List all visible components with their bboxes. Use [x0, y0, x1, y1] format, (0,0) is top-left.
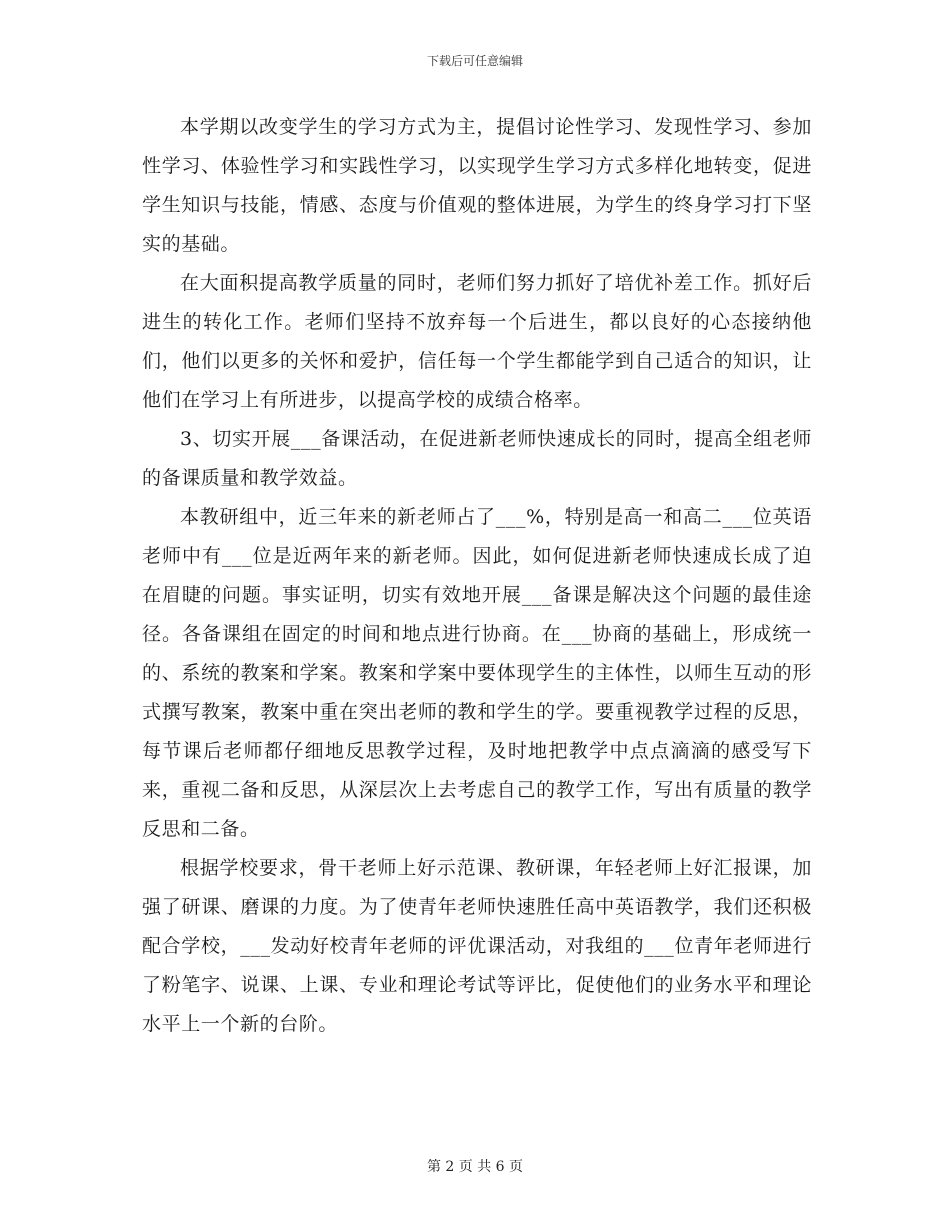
- paragraph: 本学期以改变学生的学习方式为主，提倡讨论性学习、发现性学习、参加性学习、体验性学习和实践性学习，以实现学生学习方式多样化地转变，促进学生知识与技能，情感、态度与价值观的整体进展，为学生的终身学习打下坚实的基础。: [142, 116, 812, 255]
- paragraph: 根据学校要求，骨干老师上好示范课、教研课，年轻老师上好汇报课，加强了研课、磨课的力度。为了使青年老师快速胜任高中英语教学，我们还积极配合学校，___发动好校青年老师的评优课活动，对我组的___位青年老师进行了粉笔字、说课、上课、专业和理论考试等评比，促使他们的业务水平和理论水平上一个新的台阶。: [142, 857, 812, 1035]
- document-body: [142, 108, 812, 1044]
- page-header-note: 下载后可任意编辑: [426, 54, 523, 68]
- paragraph: 3、切实开展___备课活动，在促进新老师快速成长的同时，提高全组老师的备课质量和教学效益。: [142, 428, 812, 489]
- paragraph: 在大面积提高教学质量的同时，老师们努力抓好了培优补差工作。抓好后进生的转化工作。老师们坚持不放弃每一个后进生，都以良好的心态接纳他们，他们以更多的关怀和爱护，信任每一个学生都能学到自己适合的知识，让他们在学习上有所进步，以提高学校的成绩合格率。: [142, 272, 812, 411]
- page-number: 第 2 页 共 6 页: [426, 1159, 524, 1175]
- paragraph: 本教研组中，近三年来的新老师占了___%，特别是高一和高二___位英语老师中有___位是近两年来的新老师。因此，如何促进新老师快速成长成了迫在眉睫的问题。事实证明，切实有效地开展___备课是解决这个问题的最佳途径。各备课组在固定的时间和地点进行协商。在___协商的基础上，形成统一的、系统的教案和学案。教案和学案中要体现学生的主体性，以师生互动的形式撰写教案，教案中重在突出老师的教和学生的学。要重视教学过程的反思，每节课后老师都仔细地反思教学过程，及时地把教学中点点滴滴的感受写下来，重视二备和反思，从深层次上去考虑自己的教学工作，写出有质量的教学反思和二备。: [142, 506, 812, 840]
